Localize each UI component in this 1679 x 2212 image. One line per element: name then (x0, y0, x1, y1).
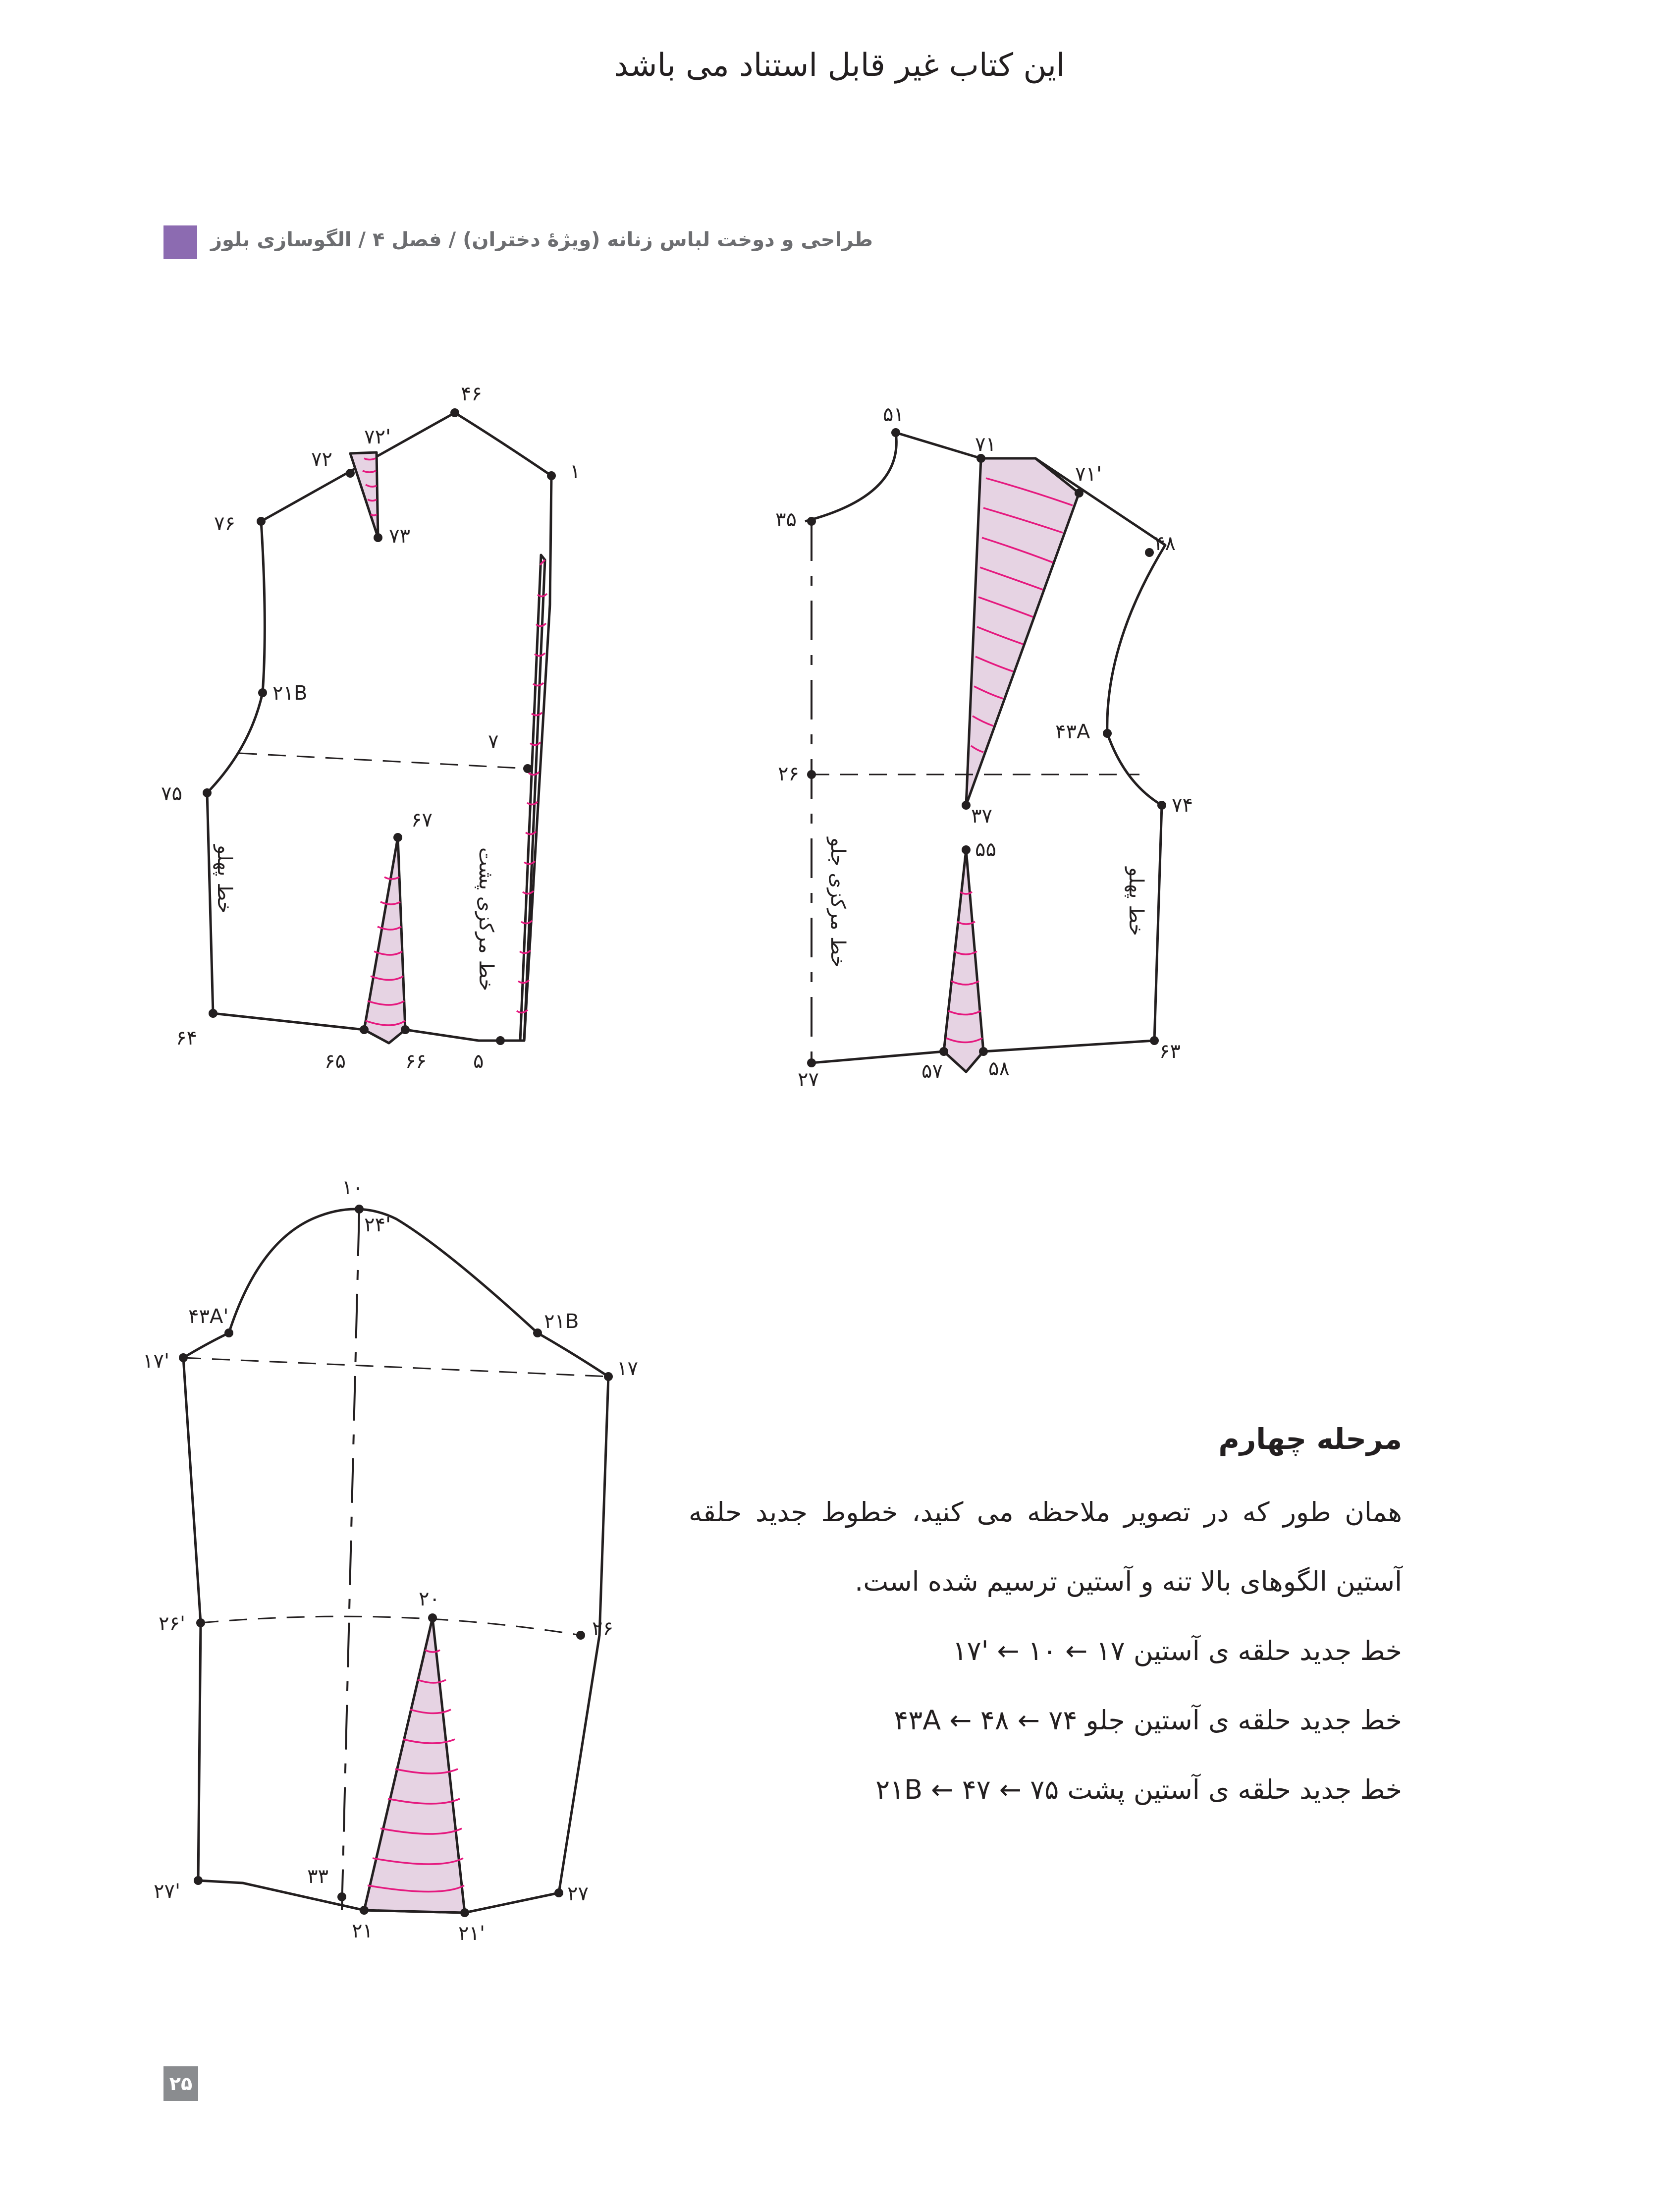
back-label-76: ۷۶ (214, 512, 235, 535)
back-label-65: ۶۵ (325, 1050, 346, 1073)
back-label-66: ۶۶ (405, 1050, 427, 1073)
sleeve-label-21B: ۲۱B (544, 1310, 579, 1333)
sleeve-label-21: ۲۱ (352, 1920, 373, 1942)
back-label-21B: ۲۱B (272, 682, 308, 705)
sleeve-label-43Ap: ۴۳A' (188, 1305, 229, 1328)
front-label-51: ۵۱ (883, 403, 904, 426)
front-shoulder-dart (966, 458, 1079, 805)
sleeve-label-17p: ۱۷' (143, 1350, 169, 1373)
sleeve-side-back (183, 1358, 201, 1880)
back-label-7: ۷ (488, 730, 499, 753)
back-label-1: ۱ (570, 460, 581, 483)
armhole-line-back: خط جدید حلقه ی آستین پشت ۷۵ ← ۲۱B ← ۴۷ (875, 1774, 1402, 1805)
front-waist-dart (944, 850, 983, 1072)
sleeve-label-20: ۲۰ (419, 1588, 440, 1610)
watermark: این کتاب غیر قابل استناد می باشد (614, 47, 1065, 84)
sleeve-label-24p: ۲۴' (364, 1214, 391, 1236)
step-four-section (689, 1422, 1402, 1825)
front-side-line-label: خط پهلو (1125, 867, 1147, 936)
sleeve-label-33: ۳۳ (307, 1865, 328, 1888)
front-label-57: ۵۷ (921, 1060, 943, 1083)
back-shoulder-dart (350, 452, 378, 538)
sleeve-biceps-line (183, 1358, 608, 1377)
back-center-strip (520, 555, 545, 1041)
front-label-74: ۷۴ (1172, 794, 1193, 817)
sleeve-label-26p: ۲۶' (159, 1612, 185, 1635)
sleeve-label-10: ۱۰ (342, 1176, 363, 1199)
front-bodice (805, 433, 1165, 1072)
back-label-72: ۷۲ (311, 448, 332, 471)
armhole-line-sleeve: خط جدید حلقه ی آستین ۱۷ ← ۱۰ ← '۱۷ (952, 1635, 1402, 1666)
sleeve-label-17: ۱۷ (617, 1357, 638, 1380)
front-label-58: ۵۸ (988, 1057, 1010, 1080)
back-label-67: ۶۷ (411, 809, 433, 831)
front-label-71p: ۷۱' (1075, 463, 1102, 486)
back-guide-line (239, 753, 528, 769)
back-label-64: ۶۴ (176, 1027, 197, 1050)
back-side-line-label: خط پهلو (213, 845, 236, 914)
armhole-line-front: خط جدید حلقه ی آستین جلو ۷۴ ← ۴۳A ← ۴۸ (894, 1705, 1402, 1736)
sleeve-label-26: ۲۶ (592, 1617, 613, 1640)
front-label-43A: ۴۳A (1055, 720, 1090, 743)
step-title: مرحله چهارم (1218, 1422, 1402, 1456)
sleeve-label-21p: ۲۱' (458, 1922, 485, 1945)
sleeve-label-27: ۲۷ (567, 1882, 589, 1905)
sleeve-label-27p: ۲۷' (154, 1880, 180, 1903)
step-paragraph: همان طور که در تصویر ملاحظه می کنید، خطوط جدید حلقه آستین الگوهای بالا تنه و آستین ترسیم شده است. (689, 1496, 1402, 1597)
front-label-63: ۶۳ (1159, 1040, 1181, 1063)
front-label-26: ۲۶ (778, 763, 799, 785)
running-head-text: طراحی و دوخت لباس زنانه (ویژهٔ دختران) / فصل ۴ / الگوسازی بلوز (211, 228, 873, 251)
back-label-5: ۵ (473, 1050, 484, 1073)
page-number: ۲۵ (163, 2066, 198, 2101)
front-label-55: ۵۵ (975, 838, 996, 861)
back-label-75: ۷۵ (161, 782, 182, 805)
front-label-71: ۷۱ (975, 433, 996, 456)
sleeve-dart (364, 1618, 465, 1913)
front-label-48: ۴۸ (1154, 532, 1176, 555)
front-label-37: ۳۷ (971, 805, 992, 828)
front-center-line-label: خط مرکزی جلو (826, 837, 849, 968)
sleeve-elbow-line (201, 1616, 581, 1635)
back-waist-dart (364, 837, 405, 1043)
back-bodice (207, 413, 551, 1043)
back-center-line-label: خط مرکزی پشت (475, 847, 497, 992)
front-label-27: ۲۷ (798, 1068, 819, 1091)
back-label-73: ۷۳ (389, 525, 410, 548)
back-label-72p: ۷۲' (364, 426, 391, 448)
back-label-46: ۴۶ (461, 383, 482, 405)
front-label-35: ۳۵ (775, 508, 797, 531)
